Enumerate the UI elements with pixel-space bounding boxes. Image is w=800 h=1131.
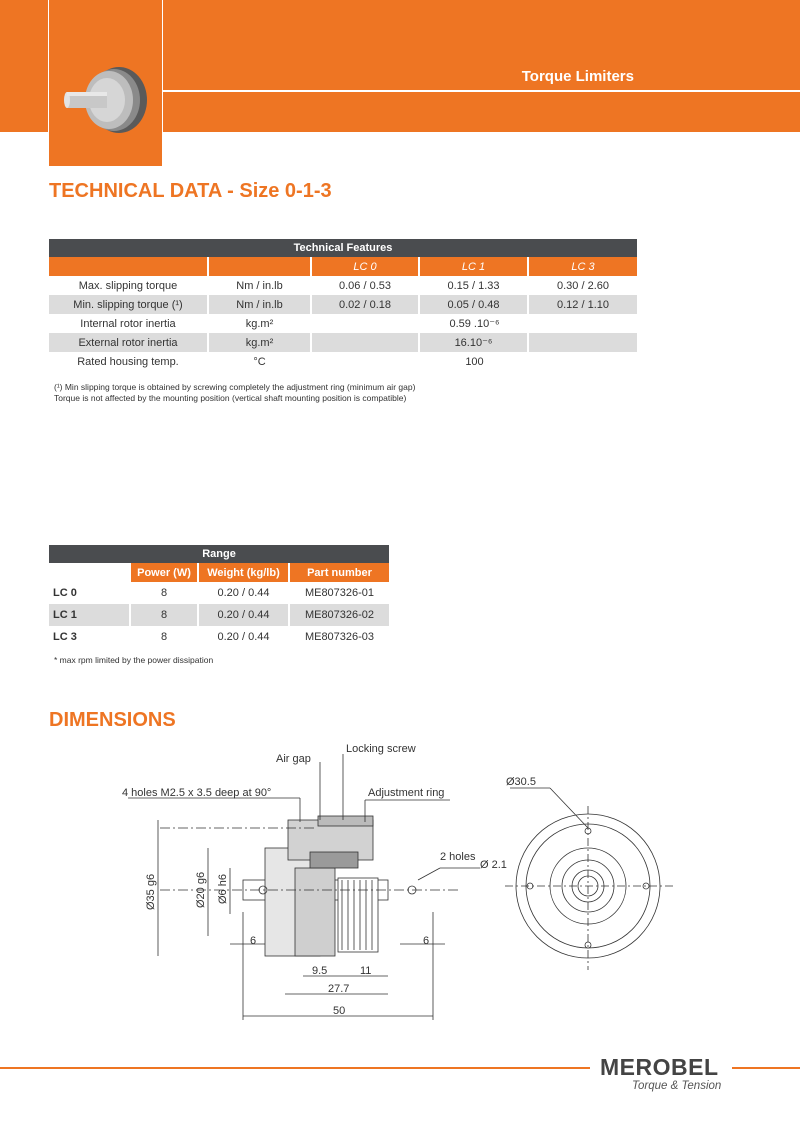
- cell-lc1: 0.15 / 1.33: [419, 276, 528, 295]
- table-row: [49, 352, 637, 371]
- row-unit: kg.m²: [208, 314, 311, 333]
- tech-head-blank: [49, 257, 208, 276]
- range-model: LC 3: [49, 626, 130, 648]
- row-label: Internal rotor inertia: [49, 314, 208, 333]
- label-9-5: 9.5: [312, 965, 328, 977]
- header-rule: [163, 90, 800, 92]
- row-unit: Nm / in.lb: [208, 276, 311, 295]
- label-d6: Ø6 h6: [217, 874, 229, 904]
- row-unit: Nm / in.lb: [208, 295, 311, 314]
- table-row: [49, 333, 637, 352]
- row-label: Min. slipping torque (¹): [49, 295, 208, 314]
- label-4-holes: 4 holes M2.5 x 3.5 deep at 90°: [122, 787, 272, 799]
- table-row: [49, 582, 389, 604]
- row-label: Rated housing temp.: [49, 352, 208, 371]
- cell-lc0: 0.02 / 0.18: [311, 295, 419, 314]
- logo-tagline: Torque & Tension: [632, 1080, 722, 1092]
- table-row: [49, 295, 637, 314]
- dimensions-title: DIMENSIONS: [49, 709, 176, 731]
- range-weight: 0.20 / 0.44: [198, 626, 289, 648]
- header-title: Torque Limiters: [521, 68, 634, 85]
- table-row: [49, 626, 389, 648]
- cell-all: 0.59 .10⁻⁶: [449, 318, 500, 330]
- cell-lc3: 0.12 / 1.10: [528, 295, 637, 314]
- range-model: LC 1: [49, 604, 130, 626]
- label-locking-screw: Locking screw: [346, 743, 416, 755]
- tech-head-lc1: LC 1: [419, 257, 528, 276]
- row-label: External rotor inertia: [49, 333, 208, 352]
- label-adjustment-ring: Adjustment ring: [368, 787, 445, 799]
- tech-notes: [54, 382, 415, 404]
- cell-lc0: 0.06 / 0.53: [311, 276, 419, 295]
- range-part: ME807326-01: [304, 587, 375, 599]
- dimension-drawing: [100, 740, 700, 1030]
- cell-lc1: 0.05 / 0.48: [419, 295, 528, 314]
- row-label: Max. slipping torque: [49, 276, 208, 295]
- label-d35: Ø35 g6: [145, 873, 157, 910]
- range-caption: Range: [202, 548, 236, 560]
- range-weight: 0.20 / 0.44: [198, 604, 289, 626]
- range-head-part: Part number: [289, 563, 389, 582]
- range-note: * max rpm limited by the power dissipation: [54, 655, 214, 665]
- label-27-7: 27.7: [328, 983, 350, 995]
- tech-head-unit: [208, 257, 311, 276]
- tech-head-lc0: LC 0: [311, 257, 419, 276]
- label-air-gap: Air gap: [276, 753, 311, 765]
- torque-limiter-image: [59, 62, 154, 142]
- tech-caption: Technical Features: [293, 242, 393, 254]
- range-head-weight: Weight (kg/lb): [198, 563, 289, 582]
- table-row: [49, 314, 637, 333]
- cell-blank: [528, 333, 637, 352]
- range-head-power: Power (W): [130, 563, 198, 582]
- table-row: [49, 604, 389, 626]
- label-6-right: 6: [423, 935, 430, 947]
- label-2-holes: 2 holes: [440, 851, 476, 863]
- range-part: ME807326-03: [304, 631, 375, 643]
- tech-head-lc3: LC 3: [528, 257, 637, 276]
- cell-lc1: 16.10⁻⁶: [419, 333, 528, 352]
- technical-features-table: [49, 239, 637, 371]
- row-unit: kg.m²: [208, 333, 311, 352]
- range-head-blank: [49, 563, 130, 582]
- label-6-left: 6: [250, 935, 257, 947]
- range-weight: 0.20 / 0.44: [198, 582, 289, 604]
- product-photo: [48, 0, 163, 167]
- range-table: [49, 545, 389, 648]
- range-power: 8: [130, 582, 198, 604]
- cell-lc3: 0.30 / 2.60: [557, 279, 609, 292]
- range-power: 8: [130, 604, 198, 626]
- range-power: 8: [130, 626, 198, 648]
- row-unit: °C: [208, 352, 311, 371]
- table-row: [49, 276, 637, 295]
- label-11: 11: [360, 965, 372, 977]
- tech-note-1: (¹) Min slipping torque is obtained by screwing completely the adjustment ring (minimum air gap): [54, 382, 416, 392]
- label-50: 50: [333, 1005, 346, 1017]
- footer-line-right: [732, 1067, 800, 1069]
- label-d20: Ø20 g6: [195, 871, 207, 908]
- merobel-logo: MEROBEL: [600, 1054, 719, 1080]
- page-title: TECHNICAL DATA - Size 0-1-3: [49, 180, 332, 202]
- range-model: LC 0: [49, 582, 130, 604]
- tech-note-2: Torque is not affected by the mounting position (vertical shaft mounting position is compatible): [54, 393, 407, 403]
- range-part: ME807326-02: [289, 604, 389, 626]
- footer-line-left: [0, 1067, 590, 1069]
- cell-all: 100: [465, 355, 484, 368]
- label-d21: Ø 2.1: [480, 859, 507, 871]
- cell-blank: [311, 333, 419, 352]
- label-d305: Ø30.5: [506, 776, 536, 788]
